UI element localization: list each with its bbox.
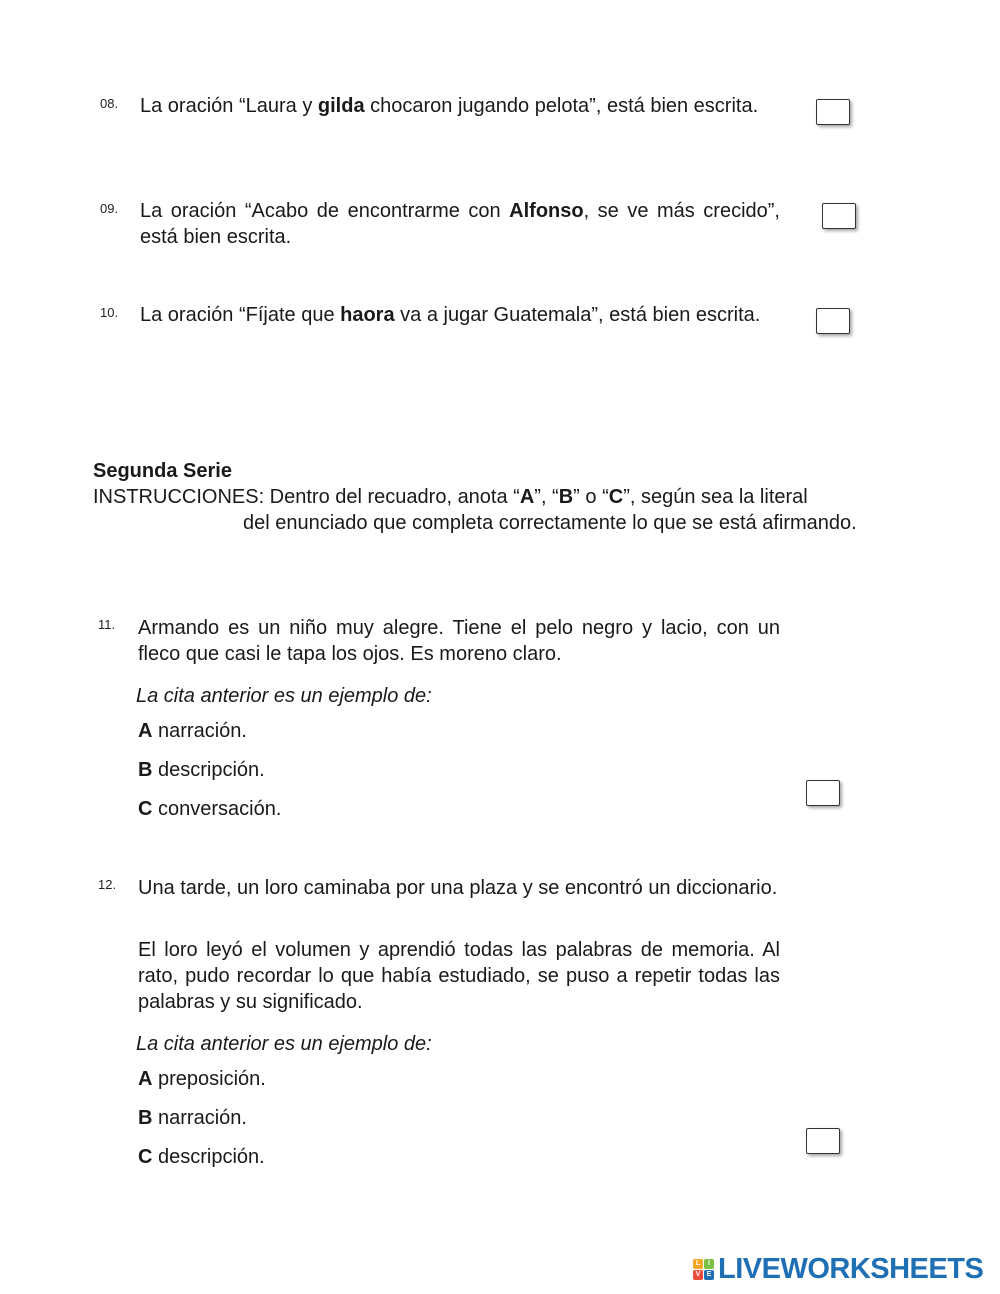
option-letter: A [138, 720, 153, 742]
option-text: narración. [152, 720, 247, 742]
instructions-text: ”, “ [534, 486, 559, 508]
question-number: 08. [100, 96, 119, 111]
answer-box[interactable] [816, 308, 850, 334]
question-text [140, 198, 780, 250]
section-title: Segunda Serie [93, 460, 232, 482]
logo-cell: L [693, 1259, 703, 1269]
option-letter: A [138, 1068, 153, 1090]
answer-box[interactable] [816, 99, 850, 125]
logo-cell: E [704, 1270, 714, 1280]
text-segment: , se ve más crecido”, está bien escrita. [140, 200, 780, 248]
option-a [138, 1066, 266, 1092]
instructions-continued: del enunciado que completa correctamente lo que se está afirmando. [243, 512, 857, 534]
question-number: 12. [98, 877, 117, 892]
question-prompt: La cita anterior es un ejemplo de: [136, 1033, 432, 1055]
liveworksheets-logo [693, 1254, 983, 1284]
question-prompt: La cita anterior es un ejemplo de: [136, 685, 432, 707]
answer-box[interactable] [822, 203, 856, 229]
question-text: El loro leyó el volumen y aprendió todas las palabras de memoria. Al rato, pudo recordar lo que había estudiado, se puso a repetir todas las palabras y su significado. [138, 939, 780, 1013]
instructions-text: Dentro del recuadro, anota “ [264, 486, 520, 508]
question-number: 10. [100, 305, 119, 320]
text-segment: chocaron jugando pelota”, está bien escrita. [364, 95, 759, 117]
answer-box[interactable] [806, 780, 840, 806]
letter-c: C [608, 486, 624, 508]
question-text [140, 302, 780, 328]
logo-cell: V [693, 1270, 703, 1280]
option-text: preposición. [152, 1068, 266, 1090]
text-segment: La oración “Acabo de encontrarme con [140, 200, 510, 222]
text-segment: va a jugar Guatemala”, está bien escrita. [394, 304, 761, 326]
highlighted-word: gilda [317, 95, 365, 117]
question-text: Armando es un niño muy alegre. Tiene el pelo negro y lacio, con un fleco que casi le tapa los ojos. Es moreno claro. [138, 617, 780, 665]
option-text: narración. [152, 1107, 247, 1129]
option-b [138, 1105, 247, 1131]
instructions-line [93, 484, 908, 510]
question-text [140, 93, 780, 119]
option-a [138, 718, 247, 744]
option-b [138, 757, 265, 783]
option-c [138, 1144, 265, 1170]
instructions-text: ”, según sea la literal [623, 486, 808, 508]
logo-text: LIVEWORKSHEETS [718, 1252, 984, 1285]
question-number: 09. [100, 201, 119, 216]
option-c [138, 796, 281, 822]
logo-cell: I [704, 1259, 714, 1269]
text-segment: La oración “Fíjate que [140, 304, 341, 326]
text-segment: La oración “Laura y [140, 95, 318, 117]
option-text: descripción. [152, 759, 265, 781]
question-text: Una tarde, un loro caminaba por una plaza y se encontró un diccionario. [138, 877, 778, 899]
option-text: conversación. [152, 798, 282, 820]
option-letter: B [138, 759, 153, 781]
highlighted-word: haora [340, 304, 395, 326]
logo-icon [693, 1259, 714, 1280]
option-text: descripción. [152, 1146, 265, 1168]
option-letter: C [138, 1146, 153, 1168]
instructions-text: ” o “ [573, 486, 609, 508]
option-letter: C [138, 798, 153, 820]
letter-a: A [519, 486, 535, 508]
letter-b: B [558, 486, 574, 508]
answer-box[interactable] [806, 1128, 840, 1154]
question-number: 11. [98, 617, 116, 632]
option-letter: B [138, 1107, 153, 1129]
highlighted-word: Alfonso [509, 200, 584, 222]
instructions-label: INSTRUCCIONES: [93, 486, 265, 508]
